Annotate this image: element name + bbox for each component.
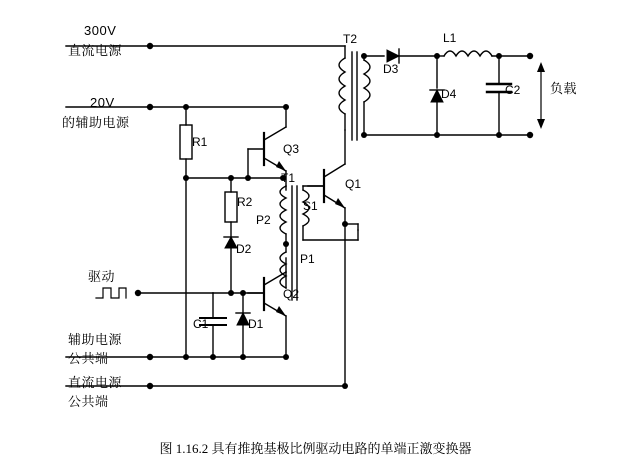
node-q2-common bbox=[283, 354, 289, 360]
node-sec-bottom bbox=[361, 132, 367, 138]
label-drive: 驱动 bbox=[88, 269, 116, 284]
node-r2-top bbox=[228, 175, 234, 181]
label-300v: 300V bbox=[84, 23, 117, 38]
node-d1-top bbox=[240, 290, 246, 296]
label-S1: S1 bbox=[303, 199, 318, 213]
node-r1-20v bbox=[183, 104, 189, 110]
node-q1-dc-common bbox=[342, 383, 348, 389]
label-Q3: Q3 bbox=[283, 142, 300, 156]
label-D1: D1 bbox=[248, 317, 264, 331]
node-q3-20v bbox=[283, 104, 289, 110]
label-D3: D3 bbox=[383, 62, 399, 76]
terminal-aux-common bbox=[147, 354, 153, 360]
label-dc-common-1: 直流电源 bbox=[68, 375, 123, 390]
terminal-load-bottom bbox=[527, 132, 533, 138]
label-P1: P1 bbox=[300, 252, 315, 266]
label-dc-common-2: 公共端 bbox=[68, 394, 109, 409]
transistor-Q1-collector bbox=[324, 164, 345, 177]
winding-T2-secondary bbox=[364, 60, 370, 102]
node-q1-emitter-s1 bbox=[342, 221, 348, 227]
node-d1-common bbox=[240, 354, 246, 360]
label-T2: T2 bbox=[343, 32, 358, 46]
label-C1: C1 bbox=[193, 317, 209, 331]
label-R1: R1 bbox=[192, 135, 208, 149]
label-aux-common-2: 公共端 bbox=[68, 351, 109, 366]
figure-caption: 图 1.16.2 具有推挽基极比例驱动电路的单端正激变换器 bbox=[159, 441, 472, 456]
node-q3-base bbox=[245, 175, 251, 181]
label-load: 负载 bbox=[550, 81, 578, 96]
load-arrow-up bbox=[537, 62, 545, 72]
resistor-R1 bbox=[180, 125, 192, 159]
label-T1: T1 bbox=[281, 171, 296, 185]
drive-waveform-icon bbox=[96, 288, 126, 298]
label-20v: 20V bbox=[90, 95, 115, 110]
transistor-Q3-collector bbox=[264, 127, 286, 140]
inductor-L1 bbox=[444, 51, 492, 56]
label-20v-source: 的辅助电源 bbox=[62, 115, 130, 130]
label-aux-common-1: 辅助电源 bbox=[68, 332, 123, 347]
winding-P2 bbox=[280, 186, 286, 234]
transistor-Q3-arrow bbox=[276, 161, 286, 171]
load-arrow-down bbox=[537, 119, 545, 129]
terminal-load-top bbox=[527, 53, 533, 59]
label-Q1: Q1 bbox=[345, 177, 362, 191]
winding-T2-primary bbox=[339, 58, 345, 114]
node-d4-return bbox=[434, 132, 440, 138]
label-L1: L1 bbox=[443, 31, 457, 45]
label-R2: R2 bbox=[237, 195, 253, 209]
transistor-Q2-arrow bbox=[276, 306, 286, 316]
label-D4: D4 bbox=[441, 87, 457, 101]
node-aux-common-left bbox=[183, 354, 189, 360]
label-P2: P2 bbox=[256, 213, 271, 227]
label-300v-source: 直流电源 bbox=[68, 43, 123, 58]
terminal-drive bbox=[135, 290, 141, 296]
terminal-dc-common bbox=[147, 383, 153, 389]
terminal-300v bbox=[147, 43, 153, 49]
transistor-Q1-arrow bbox=[335, 198, 345, 208]
label-Q2: Q2 bbox=[283, 287, 300, 301]
node-sec-top bbox=[361, 53, 367, 59]
winding-P1 bbox=[280, 252, 286, 288]
resistor-R2 bbox=[225, 192, 237, 222]
diode-D3-body bbox=[387, 50, 399, 62]
label-D2: D2 bbox=[236, 242, 252, 256]
label-C2: C2 bbox=[505, 83, 521, 97]
terminal-20v bbox=[147, 104, 153, 110]
node-c1-common bbox=[210, 354, 216, 360]
